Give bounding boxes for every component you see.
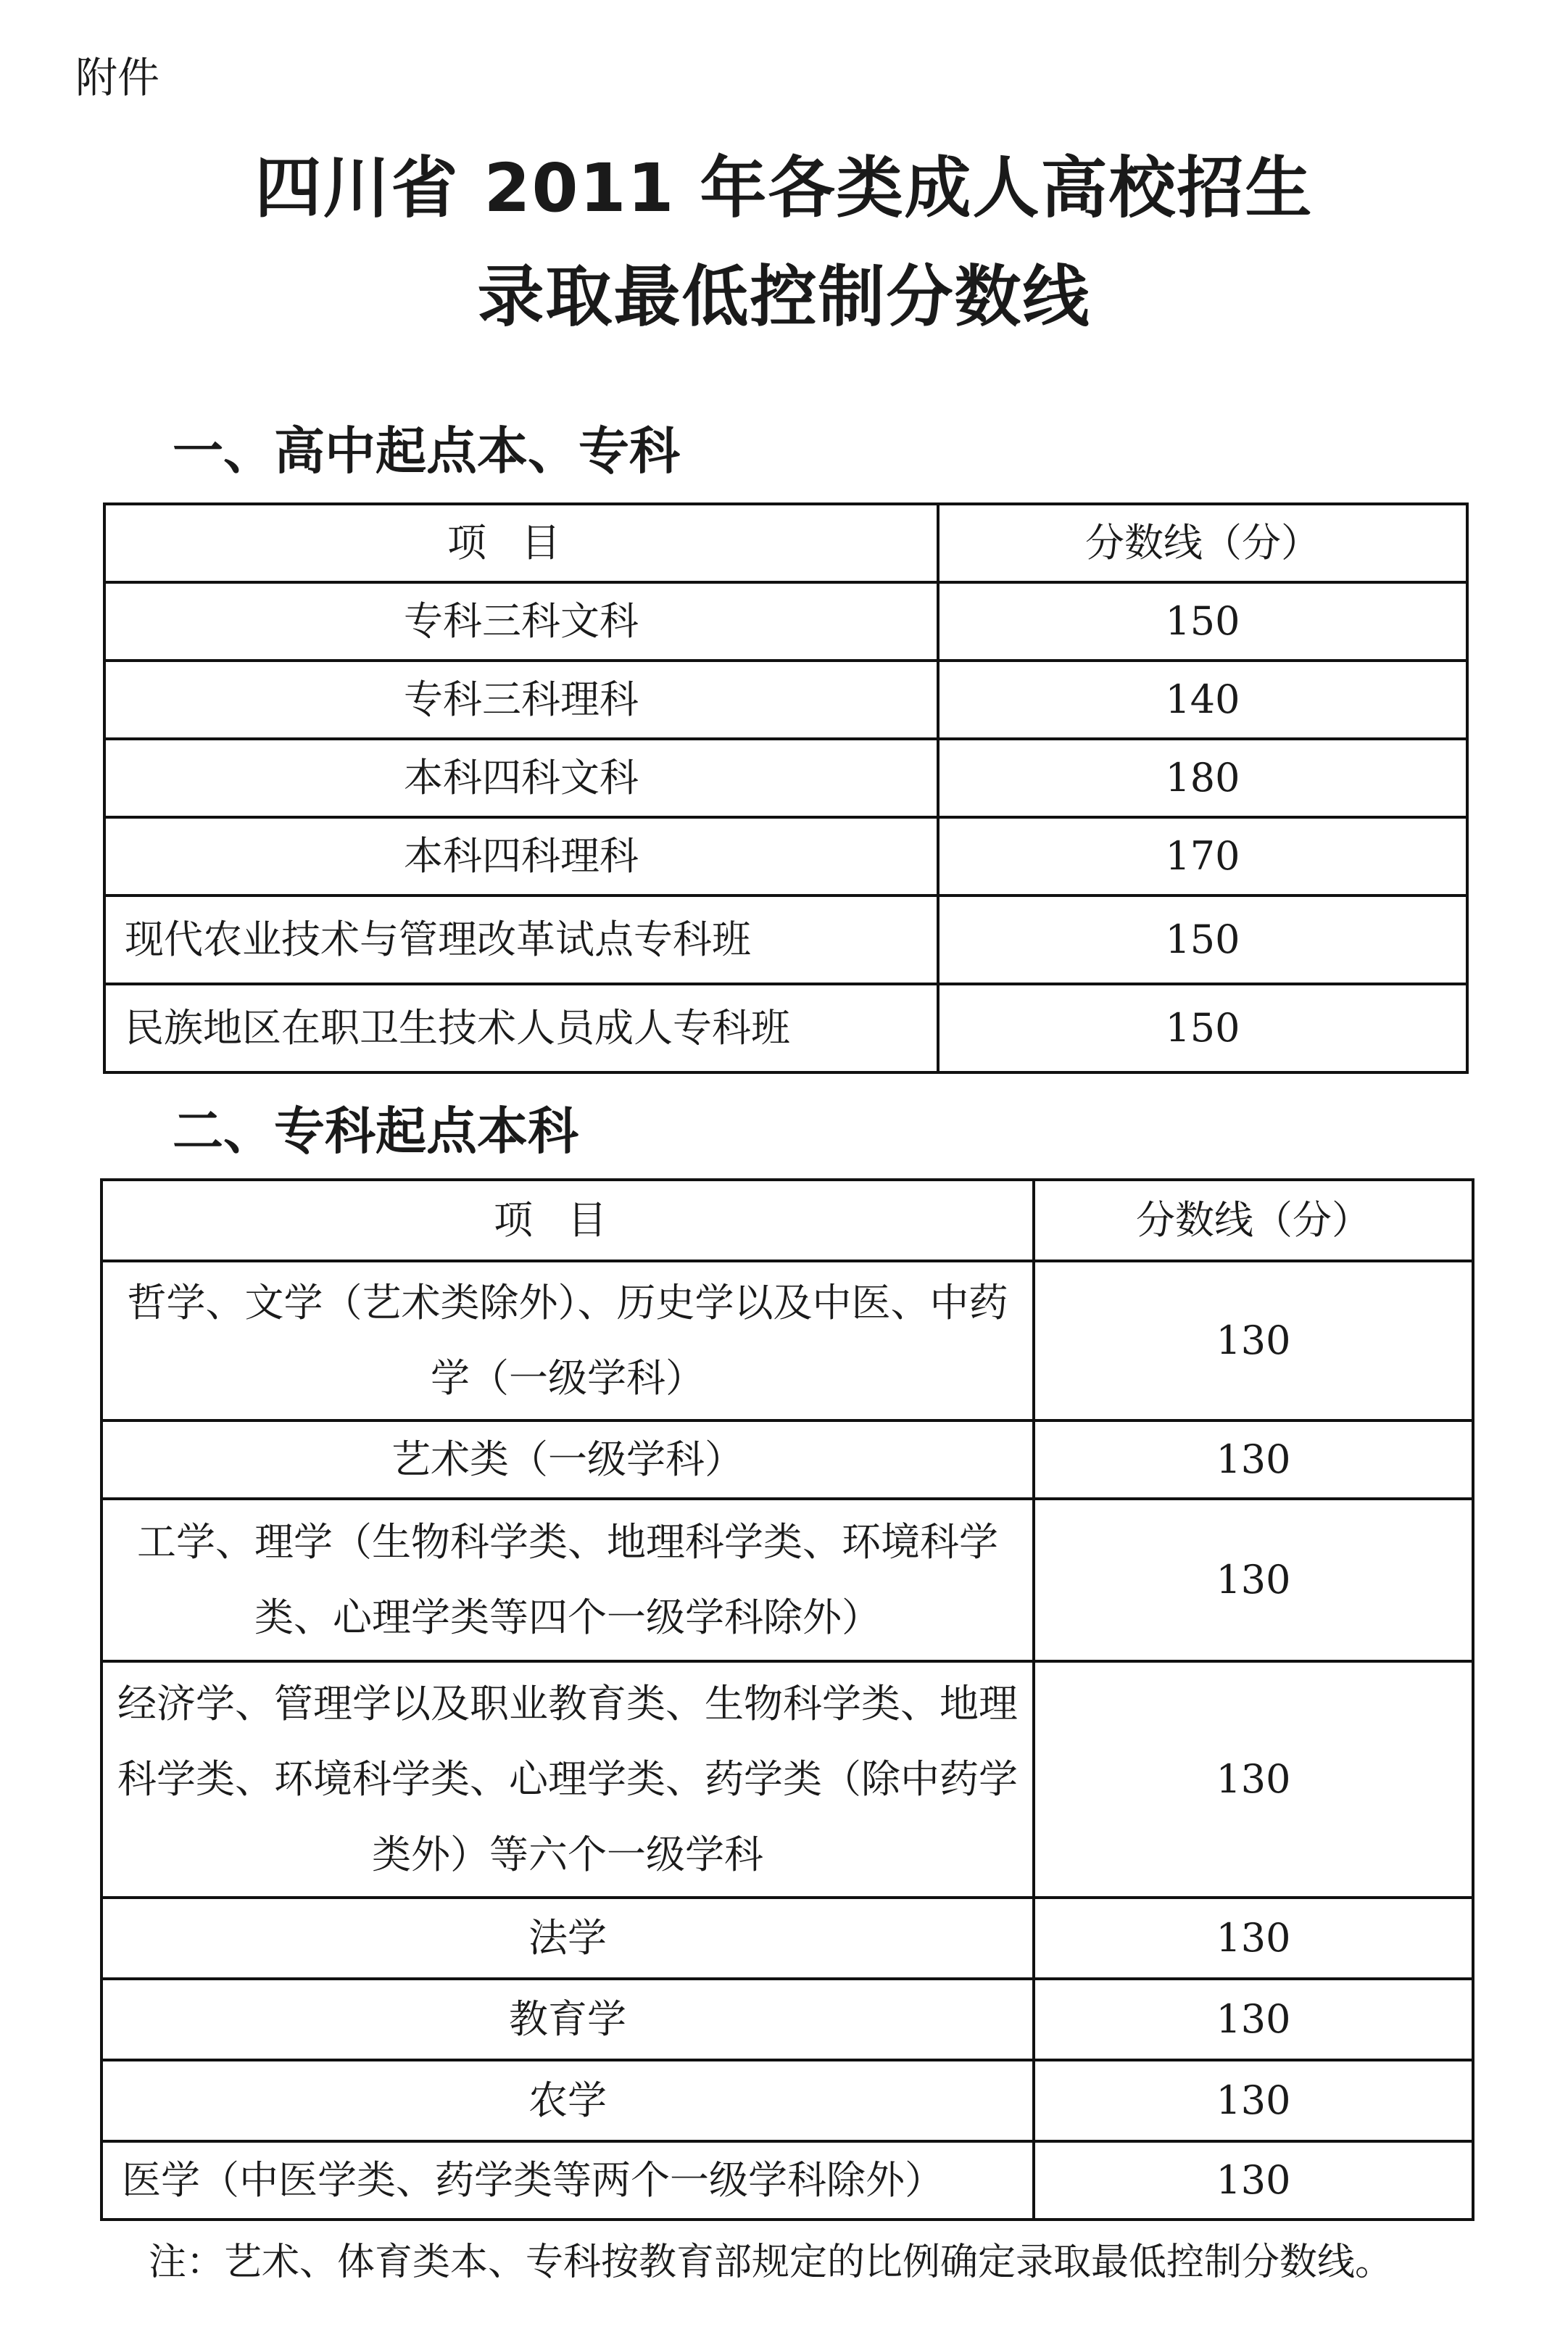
- header-item: 项目: [101, 1180, 1034, 1261]
- table-row: [104, 661, 1467, 739]
- row-score: 130: [1034, 1661, 1473, 1898]
- row-item: 农学: [101, 2060, 1034, 2141]
- row-score: 130: [1034, 1420, 1473, 1499]
- row-item: 经济学、管理学以及职业教育类、生物科学类、地理科学类、环境科学类、心理学类、药学类（除中药学类外）等六个一级学科: [101, 1661, 1034, 1898]
- table-row: [104, 582, 1467, 661]
- table-header-row: [101, 1180, 1473, 1261]
- table-row: [101, 1420, 1473, 1499]
- row-item: 工学、理学（生物科学类、地理科学类、环境科学类、心理学类等四个一级学科除外）: [101, 1499, 1034, 1661]
- footnote: 注：艺术、体育类本、专科按教育部规定的比例确定录取最低控制分数线。: [149, 2241, 1393, 2284]
- section2-table: [100, 1178, 1474, 2221]
- row-item: 本科四科文科: [104, 739, 938, 817]
- row-item: 现代农业技术与管理改革试点专科班: [104, 896, 938, 984]
- table-row: [101, 1499, 1473, 1661]
- table-row: [101, 1661, 1473, 1898]
- row-item: 教育学: [101, 1979, 1034, 2060]
- row-score: 150: [938, 896, 1467, 984]
- table-row: [101, 1979, 1473, 2060]
- document-title-line2: 录取最低控制分数线: [477, 258, 1091, 336]
- header-score: 分数线（分）: [938, 504, 1467, 582]
- row-score: 150: [938, 582, 1467, 661]
- row-score: 170: [938, 817, 1467, 896]
- row-item: 本科四科理科: [104, 817, 938, 896]
- row-score: 180: [938, 739, 1467, 817]
- row-item: 民族地区在职卫生技术人员成人专科班: [104, 984, 938, 1072]
- row-score: 130: [1034, 1979, 1473, 2060]
- row-score: 130: [1034, 1261, 1473, 1420]
- row-score: 130: [1034, 2141, 1473, 2220]
- row-score: 130: [1034, 1898, 1473, 1979]
- row-item: 专科三科理科: [104, 661, 938, 739]
- header-item: 项目: [104, 504, 938, 582]
- section1-heading: 一、高中起点本、专科: [173, 421, 680, 481]
- section1-table: [103, 502, 1469, 1074]
- table-row: [104, 739, 1467, 817]
- row-item: 医学（中医学类、药学类等两个一级学科除外）: [101, 2141, 1034, 2220]
- attachment-label: 附件: [75, 53, 160, 102]
- row-score: 130: [1034, 1499, 1473, 1661]
- table-row: [101, 1898, 1473, 1979]
- section2-heading: 二、专科起点本科: [173, 1101, 578, 1161]
- row-item: 哲学、文学（艺术类除外）、历史学以及中医、中药学（一级学科）: [101, 1261, 1034, 1420]
- row-item: 专科三科文科: [104, 582, 938, 661]
- row-item: 艺术类（一级学科）: [101, 1420, 1034, 1499]
- table-row: [104, 984, 1467, 1072]
- row-score: 130: [1034, 2060, 1473, 2141]
- table-row: [101, 1261, 1473, 1420]
- table-row: [104, 817, 1467, 896]
- header-score: 分数线（分）: [1034, 1180, 1473, 1261]
- row-score: 150: [938, 984, 1467, 1072]
- row-score: 140: [938, 661, 1467, 739]
- table-row: [101, 2060, 1473, 2141]
- table-row: [104, 896, 1467, 984]
- table-header-row: [104, 504, 1467, 582]
- document-title-line1: 四川省 2011 年各类成人高校招生: [254, 149, 1314, 227]
- table-row: [101, 2141, 1473, 2220]
- row-item: 法学: [101, 1898, 1034, 1979]
